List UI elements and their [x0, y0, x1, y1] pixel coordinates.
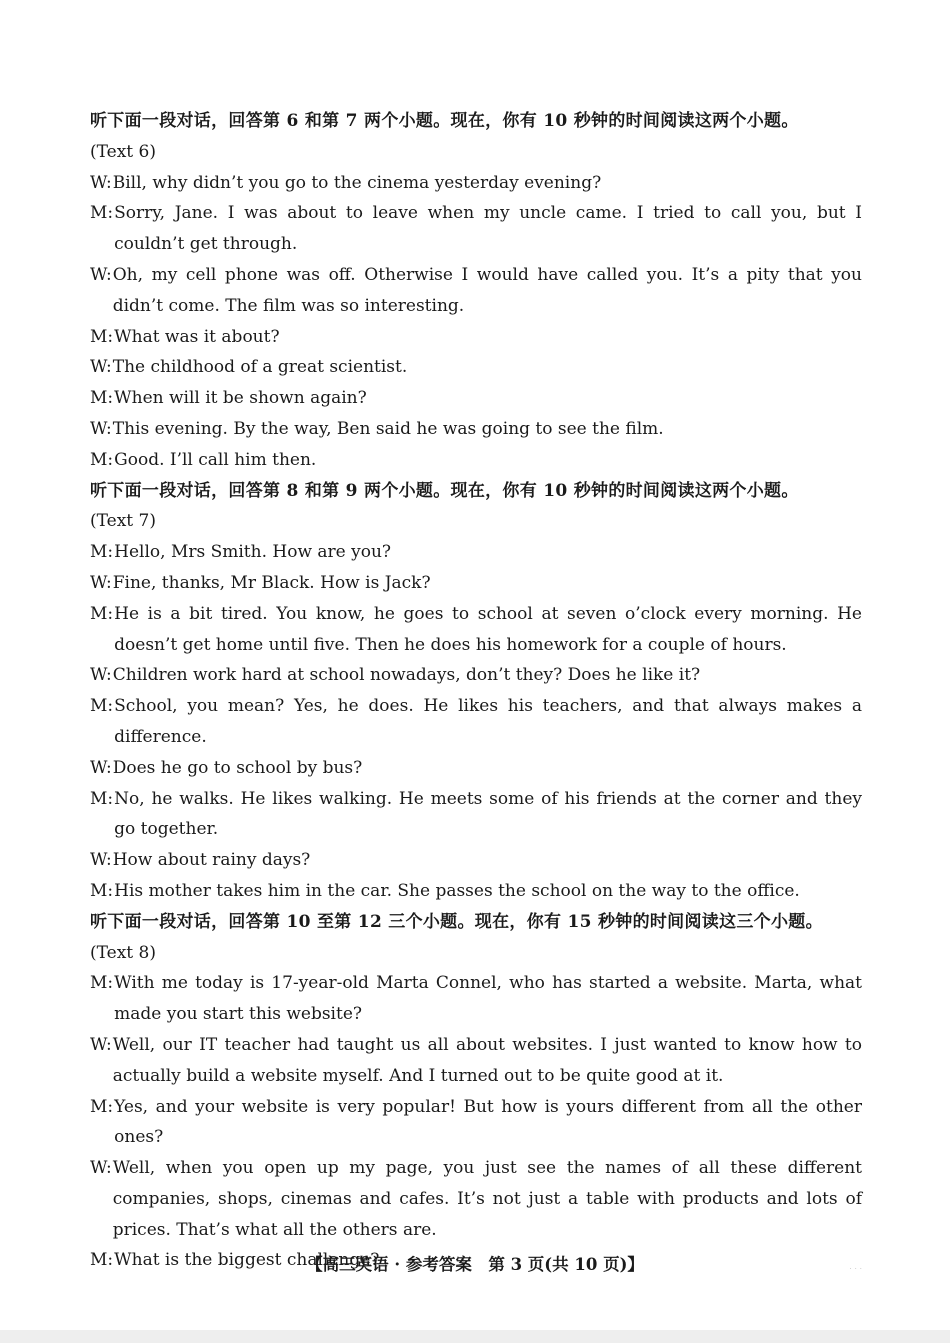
- dialogue-turn: [90, 660, 862, 691]
- speaker: M:: [90, 603, 114, 624]
- utterance: Well, our IT teacher had taught us all about websites. I just wanted to know how to actually build a website myself. And I turned out to be quite good at it.: [112, 1034, 862, 1086]
- dialogue-turn: [90, 753, 862, 784]
- dialogue-turn: [90, 537, 862, 568]
- speaker: M:: [90, 973, 114, 994]
- speaker: M:: [90, 542, 114, 563]
- dialogue-turn: [90, 691, 862, 753]
- utterance: Oh, my cell phone was off. Otherwise I would have called you. It’s a pity that you didn’t come. The film was so interesting.: [112, 264, 862, 316]
- transcript-body: [90, 106, 862, 1276]
- utterance: Yes, and your website is very popular! But how is yours different from all the other ones?: [114, 1096, 862, 1148]
- utterance: Good. I’ll call him then.: [114, 449, 317, 470]
- text-label: (Text 7): [90, 511, 156, 532]
- utterance: His mother takes him in the car. She passes the school on the way to the office.: [114, 880, 800, 901]
- dialogue-turn: [90, 414, 862, 445]
- utterance: What was it about?: [114, 326, 280, 347]
- speaker: W:: [90, 1034, 112, 1055]
- speaker: W:: [90, 850, 112, 871]
- dialogue-turn: [90, 845, 862, 876]
- dialogue-turn: [90, 322, 862, 353]
- dialogue-turn: [90, 445, 862, 476]
- text-label: (Text 6): [90, 141, 156, 162]
- speaker: W:: [90, 357, 112, 378]
- utterance: He is a bit tired. You know, he goes to school at seven o’clock every morning. He doesn’t get home until five. Then he does his homework for a couple of hours.: [114, 603, 862, 655]
- utterance: What is the biggest challenge?: [114, 1250, 380, 1271]
- speaker: M:: [90, 1250, 114, 1271]
- utterance: The childhood of a great scientist.: [112, 357, 408, 378]
- speaker: W:: [90, 572, 112, 593]
- speaker: M:: [90, 449, 114, 470]
- dialogue-turn: [90, 784, 862, 846]
- speaker: M:: [90, 326, 114, 347]
- utterance: This evening. By the way, Ben said he was going to see the film.: [112, 418, 664, 439]
- dialogue-turn: [90, 352, 862, 383]
- speaker: W:: [90, 665, 112, 686]
- dialogue-turn: [90, 383, 862, 414]
- section-instruction: 听下面一段对话，回答第 8 和第 9 两个小题。现在，你有 10 秒钟的时间阅读这两个小题。: [90, 480, 799, 501]
- speaker: W:: [90, 418, 112, 439]
- dialogue-turn: [90, 599, 862, 661]
- speaker: W:: [90, 172, 112, 193]
- section-instruction: 听下面一段对话，回答第 10 至第 12 三个小题。现在，你有 15 秒钟的时间阅读这三个小题。: [90, 911, 823, 932]
- utterance: Well, when you open up my page, you just see the names of all these different companies, shops, cinemas and cafes. It’s not just a table with products and lots of prices. That’s what all the others are.: [112, 1158, 862, 1240]
- utterance: No, he walks. He likes walking. He meets some of his friends at the corner and they go together.: [114, 788, 862, 840]
- utterance: How about rainy days?: [112, 850, 311, 871]
- dialogue-turn: [90, 968, 862, 1030]
- speaker: W:: [90, 264, 112, 285]
- dialogue-turn: [90, 1030, 862, 1092]
- speaker: M:: [90, 880, 114, 901]
- speaker: M:: [90, 696, 114, 717]
- utterance: With me today is 17-year-old Marta Connel, who has started a website. Marta, what made you start this website?: [114, 973, 862, 1025]
- dialogue-turn: [90, 1092, 862, 1154]
- speaker: M:: [90, 203, 114, 224]
- utterance: Sorry, Jane. I was about to leave when my uncle came. I tried to call you, but I couldn’t get through.: [114, 203, 862, 255]
- speaker: M:: [90, 388, 114, 409]
- dialogue-turn: [90, 260, 862, 322]
- dialogue-turn: [90, 168, 862, 199]
- utterance: School, you mean? Yes, he does. He likes his teachers, and that always makes a difference.: [114, 696, 862, 747]
- speaker: M:: [90, 788, 114, 809]
- text-label: (Text 8): [90, 942, 156, 963]
- section-instruction: 听下面一段对话，回答第 6 和第 7 两个小题。现在，你有 10 秒钟的时间阅读这两个小题。: [90, 111, 799, 131]
- page-footer: 【高三英语 · 参考答案 第 3 页(共 10 页)】: [306, 1255, 644, 1274]
- utterance: Fine, thanks, Mr Black. How is Jack?: [112, 572, 431, 593]
- utterance: Children work hard at school nowadays, don’t they? Does he like it?: [112, 665, 701, 686]
- utterance: Bill, why didn’t you go to the cinema yesterday evening?: [112, 172, 602, 193]
- speaker: M:: [90, 1096, 114, 1117]
- scan-artifact: . . .: [849, 1262, 862, 1271]
- utterance: Does he go to school by bus?: [112, 757, 363, 778]
- dialogue-turn: [90, 198, 862, 260]
- utterance: Hello, Mrs Smith. How are you?: [114, 542, 392, 563]
- page-bottom-edge: [0, 1330, 950, 1343]
- speaker: W:: [90, 1158, 112, 1179]
- dialogue-turn: [90, 568, 862, 599]
- speaker: W:: [90, 757, 112, 778]
- dialogue-turn: [90, 876, 862, 907]
- utterance: When will it be shown again?: [114, 388, 367, 409]
- dialogue-turn: [90, 1153, 862, 1245]
